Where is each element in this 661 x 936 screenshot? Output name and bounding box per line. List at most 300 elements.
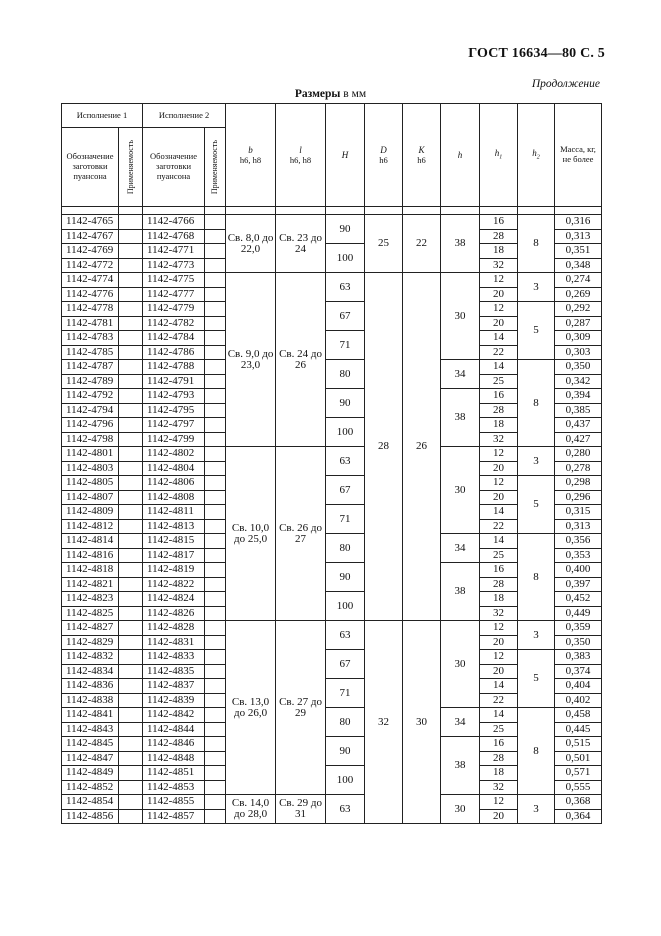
cell-h1: 12 bbox=[480, 273, 518, 288]
designation-v1: 1142-4841 bbox=[62, 708, 119, 723]
cell-h2: 5 bbox=[518, 302, 555, 360]
cell-h1: 20 bbox=[480, 664, 518, 679]
cell-mass: 0,356 bbox=[555, 534, 602, 549]
usage-v1 bbox=[119, 534, 143, 549]
cell-mass: 0,383 bbox=[555, 650, 602, 665]
designation-v2: 1142-4791 bbox=[143, 374, 205, 389]
cell-h1: 14 bbox=[480, 708, 518, 723]
usage-v2 bbox=[205, 766, 226, 781]
cell-mass: 0,555 bbox=[555, 780, 602, 795]
cell-mass: 0,402 bbox=[555, 693, 602, 708]
usage-v2 bbox=[205, 534, 226, 549]
cell-mass: 0,571 bbox=[555, 766, 602, 781]
cell-h1: 14 bbox=[480, 360, 518, 375]
spacer-cell bbox=[480, 207, 518, 215]
usage-v1 bbox=[119, 592, 143, 607]
header-usage-1-text: Применяемость bbox=[125, 139, 135, 195]
cell-H: 63 bbox=[326, 621, 365, 650]
usage-v2 bbox=[205, 563, 226, 578]
designation-v2: 1142-4811 bbox=[143, 505, 205, 520]
table-row bbox=[62, 215, 602, 230]
cell-mass: 0,397 bbox=[555, 577, 602, 592]
header-H-symbol: H bbox=[341, 149, 349, 160]
designation-v1: 1142-4845 bbox=[62, 737, 119, 752]
cell-h: 30 bbox=[441, 273, 480, 360]
cell-h2: 8 bbox=[518, 708, 555, 795]
cell-b: Св. 8,0 до 22,0 bbox=[226, 215, 276, 273]
designation-v1: 1142-4854 bbox=[62, 795, 119, 810]
designation-v2: 1142-4839 bbox=[143, 693, 205, 708]
cell-h2: 8 bbox=[518, 360, 555, 447]
header-h-symbol: h bbox=[457, 149, 463, 160]
cell-D: 28 bbox=[365, 273, 403, 621]
table-row bbox=[62, 476, 602, 491]
usage-v2 bbox=[205, 302, 226, 317]
page-header: ГОСТ 16634—80 С. 5 bbox=[468, 46, 605, 61]
usage-v2 bbox=[205, 780, 226, 795]
usage-v2 bbox=[205, 273, 226, 288]
designation-v2: 1142-4846 bbox=[143, 737, 205, 752]
cell-mass: 0,350 bbox=[555, 635, 602, 650]
header-K-symbol: K bbox=[418, 144, 425, 155]
cell-mass: 0,274 bbox=[555, 273, 602, 288]
table-row bbox=[62, 273, 602, 288]
usage-v1 bbox=[119, 258, 143, 273]
usage-v1 bbox=[119, 809, 143, 824]
usage-v1 bbox=[119, 418, 143, 433]
designation-v1: 1142-4816 bbox=[62, 548, 119, 563]
cell-h1: 12 bbox=[480, 302, 518, 317]
usage-v2 bbox=[205, 708, 226, 723]
designation-v2: 1142-4824 bbox=[143, 592, 205, 607]
cell-h1: 20 bbox=[480, 809, 518, 824]
usage-v2 bbox=[205, 505, 226, 520]
designation-v1: 1142-4765 bbox=[62, 215, 119, 230]
usage-v1 bbox=[119, 316, 143, 331]
designation-v2: 1142-4828 bbox=[143, 621, 205, 636]
cell-mass: 0,385 bbox=[555, 403, 602, 418]
cell-H: 63 bbox=[326, 795, 365, 824]
cell-mass: 0,404 bbox=[555, 679, 602, 694]
cell-h1: 16 bbox=[480, 215, 518, 230]
designation-v2: 1142-4786 bbox=[143, 345, 205, 360]
cell-mass: 0,298 bbox=[555, 476, 602, 491]
header-l-symbol: l bbox=[299, 144, 302, 155]
designation-v1: 1142-4789 bbox=[62, 374, 119, 389]
header-version-1: Исполнение 1 bbox=[62, 104, 143, 128]
usage-v1 bbox=[119, 244, 143, 259]
cell-h1: 28 bbox=[480, 229, 518, 244]
cell-h1: 12 bbox=[480, 650, 518, 665]
usage-v1 bbox=[119, 548, 143, 563]
usage-v1 bbox=[119, 215, 143, 230]
cell-h: 34 bbox=[441, 360, 480, 389]
spacer-cell bbox=[365, 207, 403, 215]
header-D-tolerance: h6 bbox=[379, 154, 388, 165]
usage-v1 bbox=[119, 389, 143, 404]
usage-v2 bbox=[205, 795, 226, 810]
usage-v2 bbox=[205, 693, 226, 708]
cell-h1: 22 bbox=[480, 345, 518, 360]
cell-l: Св. 29 до 31 bbox=[276, 795, 326, 824]
designation-v1: 1142-4794 bbox=[62, 403, 119, 418]
designation-v2: 1142-4831 bbox=[143, 635, 205, 650]
designation-v1: 1142-4772 bbox=[62, 258, 119, 273]
cell-h1: 14 bbox=[480, 331, 518, 346]
cell-h1: 14 bbox=[480, 679, 518, 694]
cell-h2: 3 bbox=[518, 273, 555, 302]
cell-h1: 18 bbox=[480, 244, 518, 259]
cell-h1: 20 bbox=[480, 287, 518, 302]
spacer-cell bbox=[205, 207, 226, 215]
cell-mass: 0,445 bbox=[555, 722, 602, 737]
usage-v1 bbox=[119, 679, 143, 694]
usage-v1 bbox=[119, 461, 143, 476]
usage-v2 bbox=[205, 447, 226, 462]
cell-H: 100 bbox=[326, 592, 365, 621]
cell-h: 34 bbox=[441, 708, 480, 737]
usage-v2 bbox=[205, 403, 226, 418]
usage-v2 bbox=[205, 490, 226, 505]
cell-mass: 0,296 bbox=[555, 490, 602, 505]
designation-v2: 1142-4837 bbox=[143, 679, 205, 694]
header-h bbox=[441, 104, 480, 207]
cell-h1: 25 bbox=[480, 548, 518, 563]
cell-H: 100 bbox=[326, 418, 365, 447]
designation-v2: 1142-4817 bbox=[143, 548, 205, 563]
designation-v2: 1142-4793 bbox=[143, 389, 205, 404]
cell-l: Св. 27 до 29 bbox=[276, 621, 326, 795]
usage-v1 bbox=[119, 229, 143, 244]
designation-v1: 1142-4847 bbox=[62, 751, 119, 766]
cell-mass: 0,368 bbox=[555, 795, 602, 810]
designation-v2: 1142-4842 bbox=[143, 708, 205, 723]
header-D-symbol: D bbox=[380, 144, 387, 155]
usage-v2 bbox=[205, 592, 226, 607]
table-body bbox=[62, 215, 602, 824]
usage-v1 bbox=[119, 476, 143, 491]
table-row bbox=[62, 302, 602, 317]
header-version-2: Исполнение 2 bbox=[143, 104, 226, 128]
designation-v1: 1142-4834 bbox=[62, 664, 119, 679]
designation-v2: 1142-4779 bbox=[143, 302, 205, 317]
cell-h2: 8 bbox=[518, 215, 555, 273]
designation-v1: 1142-4843 bbox=[62, 722, 119, 737]
cell-mass: 0,351 bbox=[555, 244, 602, 259]
cell-h2: 5 bbox=[518, 476, 555, 534]
cell-h2: 3 bbox=[518, 447, 555, 476]
cell-h1: 25 bbox=[480, 374, 518, 389]
cell-h2: 8 bbox=[518, 534, 555, 621]
cell-l: Св. 23 до 24 bbox=[276, 215, 326, 273]
usage-v2 bbox=[205, 577, 226, 592]
usage-v2 bbox=[205, 258, 226, 273]
designation-v1: 1142-4767 bbox=[62, 229, 119, 244]
usage-v1 bbox=[119, 403, 143, 418]
usage-v1 bbox=[119, 650, 143, 665]
cell-h1: 28 bbox=[480, 403, 518, 418]
cell-h1: 28 bbox=[480, 577, 518, 592]
designation-v1: 1142-4774 bbox=[62, 273, 119, 288]
cell-H: 71 bbox=[326, 505, 365, 534]
cell-D: 25 bbox=[365, 215, 403, 273]
cell-h2: 5 bbox=[518, 650, 555, 708]
header-D bbox=[365, 104, 403, 207]
designation-v1: 1142-4781 bbox=[62, 316, 119, 331]
designation-v2: 1142-4804 bbox=[143, 461, 205, 476]
usage-v2 bbox=[205, 418, 226, 433]
usage-v2 bbox=[205, 389, 226, 404]
usage-v2 bbox=[205, 679, 226, 694]
designation-v2: 1142-4775 bbox=[143, 273, 205, 288]
cell-H: 80 bbox=[326, 360, 365, 389]
usage-v2 bbox=[205, 360, 226, 375]
designation-v1: 1142-4785 bbox=[62, 345, 119, 360]
designation-v2: 1142-4857 bbox=[143, 809, 205, 824]
designation-v1: 1142-4823 bbox=[62, 592, 119, 607]
designation-v2: 1142-4826 bbox=[143, 606, 205, 621]
continuation-label: Продолжение bbox=[531, 78, 600, 90]
spacer-cell bbox=[441, 207, 480, 215]
spacer-cell bbox=[555, 207, 602, 215]
cell-H: 71 bbox=[326, 331, 365, 360]
designation-v2: 1142-4855 bbox=[143, 795, 205, 810]
usage-v1 bbox=[119, 708, 143, 723]
cell-mass: 0,515 bbox=[555, 737, 602, 752]
cell-l: Св. 24 до 26 bbox=[276, 273, 326, 447]
cell-H: 100 bbox=[326, 766, 365, 795]
header-usage-2 bbox=[205, 128, 226, 207]
cell-H: 90 bbox=[326, 215, 365, 244]
cell-h1: 25 bbox=[480, 722, 518, 737]
cell-mass: 0,278 bbox=[555, 461, 602, 476]
cell-h1: 14 bbox=[480, 534, 518, 549]
designation-v1: 1142-4827 bbox=[62, 621, 119, 636]
cell-h1: 28 bbox=[480, 751, 518, 766]
usage-v1 bbox=[119, 766, 143, 781]
designation-v1: 1142-4852 bbox=[62, 780, 119, 795]
designation-v1: 1142-4838 bbox=[62, 693, 119, 708]
designation-v1: 1142-4832 bbox=[62, 650, 119, 665]
usage-v2 bbox=[205, 751, 226, 766]
spacer-cell bbox=[62, 207, 119, 215]
designation-v1: 1142-4836 bbox=[62, 679, 119, 694]
header-spacer-row bbox=[62, 207, 602, 215]
caption-units: в мм bbox=[340, 88, 367, 100]
usage-v1 bbox=[119, 287, 143, 302]
usage-v2 bbox=[205, 548, 226, 563]
designation-v2: 1142-4853 bbox=[143, 780, 205, 795]
cell-mass: 0,458 bbox=[555, 708, 602, 723]
usage-v1 bbox=[119, 374, 143, 389]
cell-l: Св. 26 до 27 bbox=[276, 447, 326, 621]
cell-h1: 16 bbox=[480, 389, 518, 404]
cell-b: Св. 14,0 до 28,0 bbox=[226, 795, 276, 824]
cell-h1: 32 bbox=[480, 606, 518, 621]
cell-mass: 0,364 bbox=[555, 809, 602, 824]
usage-v1 bbox=[119, 693, 143, 708]
designation-v2: 1142-4808 bbox=[143, 490, 205, 505]
usage-v2 bbox=[205, 229, 226, 244]
usage-v1 bbox=[119, 345, 143, 360]
cell-h1: 18 bbox=[480, 592, 518, 607]
designation-v2: 1142-4802 bbox=[143, 447, 205, 462]
header-K bbox=[403, 104, 441, 207]
usage-v2 bbox=[205, 316, 226, 331]
cell-mass: 0,437 bbox=[555, 418, 602, 433]
dimensions-table bbox=[61, 103, 602, 824]
table-row bbox=[62, 621, 602, 636]
cell-H: 80 bbox=[326, 534, 365, 563]
cell-mass: 0,427 bbox=[555, 432, 602, 447]
usage-v2 bbox=[205, 331, 226, 346]
cell-H: 90 bbox=[326, 563, 365, 592]
table-row bbox=[62, 708, 602, 723]
spacer-cell bbox=[326, 207, 365, 215]
designation-v2: 1142-4771 bbox=[143, 244, 205, 259]
designation-v1: 1142-4849 bbox=[62, 766, 119, 781]
table-row bbox=[62, 534, 602, 549]
cell-h1: 14 bbox=[480, 505, 518, 520]
designation-v2: 1142-4784 bbox=[143, 331, 205, 346]
designation-v1: 1142-4829 bbox=[62, 635, 119, 650]
cell-h: 38 bbox=[441, 215, 480, 273]
cell-h1: 18 bbox=[480, 766, 518, 781]
designation-v2: 1142-4822 bbox=[143, 577, 205, 592]
header-l-tolerance: h6, h8 bbox=[289, 154, 312, 165]
designation-v2: 1142-4833 bbox=[143, 650, 205, 665]
cell-mass: 0,316 bbox=[555, 215, 602, 230]
table-row bbox=[62, 650, 602, 665]
header-h2 bbox=[518, 104, 555, 207]
cell-mass: 0,449 bbox=[555, 606, 602, 621]
usage-v1 bbox=[119, 563, 143, 578]
designation-v1: 1142-4812 bbox=[62, 519, 119, 534]
cell-mass: 0,292 bbox=[555, 302, 602, 317]
cell-K: 30 bbox=[403, 621, 441, 824]
usage-v2 bbox=[205, 244, 226, 259]
cell-h: 30 bbox=[441, 795, 480, 824]
usage-v1 bbox=[119, 621, 143, 636]
designation-v2: 1142-4813 bbox=[143, 519, 205, 534]
header-h2-subscript: 2 bbox=[536, 154, 540, 161]
designation-v2: 1142-4766 bbox=[143, 215, 205, 230]
cell-h1: 32 bbox=[480, 780, 518, 795]
header-b-symbol: b bbox=[248, 144, 253, 155]
header-K-tolerance: h6 bbox=[417, 154, 426, 165]
spacer-cell bbox=[518, 207, 555, 215]
header-usage-1 bbox=[119, 128, 143, 207]
designation-v2: 1142-4768 bbox=[143, 229, 205, 244]
cell-h1: 20 bbox=[480, 490, 518, 505]
designation-v2: 1142-4848 bbox=[143, 751, 205, 766]
cell-mass: 0,353 bbox=[555, 548, 602, 563]
header-b bbox=[226, 104, 276, 207]
cell-h1: 22 bbox=[480, 519, 518, 534]
header-h1-subscript: 1 bbox=[499, 154, 503, 161]
usage-v2 bbox=[205, 476, 226, 491]
header-h1-symbol: h bbox=[494, 148, 500, 159]
cell-H: 90 bbox=[326, 737, 365, 766]
usage-v1 bbox=[119, 360, 143, 375]
cell-h1: 12 bbox=[480, 476, 518, 491]
cell-H: 71 bbox=[326, 679, 365, 708]
cell-h1: 20 bbox=[480, 635, 518, 650]
usage-v2 bbox=[205, 461, 226, 476]
header-b-tolerance: h6, h8 bbox=[239, 154, 262, 165]
designation-v1: 1142-4778 bbox=[62, 302, 119, 317]
table-row bbox=[62, 795, 602, 810]
cell-h2: 3 bbox=[518, 621, 555, 650]
cell-K: 22 bbox=[403, 215, 441, 273]
header-designation-2: Обозначение заготовки пуансона bbox=[143, 128, 205, 207]
cell-h1: 12 bbox=[480, 621, 518, 636]
designation-v2: 1142-4806 bbox=[143, 476, 205, 491]
usage-v1 bbox=[119, 302, 143, 317]
usage-v2 bbox=[205, 287, 226, 302]
cell-H: 63 bbox=[326, 447, 365, 476]
designation-v1: 1142-4798 bbox=[62, 432, 119, 447]
cell-h1: 18 bbox=[480, 418, 518, 433]
cell-h1: 32 bbox=[480, 258, 518, 273]
cell-h1: 12 bbox=[480, 795, 518, 810]
cell-mass: 0,348 bbox=[555, 258, 602, 273]
designation-v2: 1142-4799 bbox=[143, 432, 205, 447]
cell-mass: 0,303 bbox=[555, 345, 602, 360]
designation-v1: 1142-4792 bbox=[62, 389, 119, 404]
usage-v1 bbox=[119, 432, 143, 447]
designation-v1: 1142-4787 bbox=[62, 360, 119, 375]
cell-b: Св. 10,0 до 25,0 bbox=[226, 447, 276, 621]
usage-v2 bbox=[205, 722, 226, 737]
cell-mass: 0,452 bbox=[555, 592, 602, 607]
usage-v2 bbox=[205, 606, 226, 621]
cell-mass: 0,309 bbox=[555, 331, 602, 346]
cell-H: 80 bbox=[326, 708, 365, 737]
designation-v1: 1142-4807 bbox=[62, 490, 119, 505]
header-usage-2-text: Применяемость bbox=[210, 139, 220, 195]
cell-b: Св. 13,0 до 26,0 bbox=[226, 621, 276, 795]
caption-bold: Размеры bbox=[294, 88, 341, 100]
designation-v2: 1142-4844 bbox=[143, 722, 205, 737]
designation-v1: 1142-4814 bbox=[62, 534, 119, 549]
designation-v1: 1142-4801 bbox=[62, 447, 119, 462]
usage-v1 bbox=[119, 447, 143, 462]
usage-v2 bbox=[205, 519, 226, 534]
usage-v1 bbox=[119, 490, 143, 505]
cell-h1: 20 bbox=[480, 316, 518, 331]
designation-v2: 1142-4815 bbox=[143, 534, 205, 549]
cell-h1: 12 bbox=[480, 447, 518, 462]
usage-v1 bbox=[119, 780, 143, 795]
table-row bbox=[62, 447, 602, 462]
cell-D: 32 bbox=[365, 621, 403, 824]
header-mass: Масса, кг, не более bbox=[555, 104, 602, 207]
designation-v2: 1142-4782 bbox=[143, 316, 205, 331]
designation-v1: 1142-4856 bbox=[62, 809, 119, 824]
spacer-cell bbox=[403, 207, 441, 215]
designation-v1: 1142-4821 bbox=[62, 577, 119, 592]
designation-v2: 1142-4835 bbox=[143, 664, 205, 679]
table-row bbox=[62, 360, 602, 375]
usage-v1 bbox=[119, 635, 143, 650]
cell-mass: 0,350 bbox=[555, 360, 602, 375]
usage-v2 bbox=[205, 374, 226, 389]
designation-v2: 1142-4773 bbox=[143, 258, 205, 273]
designation-v2: 1142-4819 bbox=[143, 563, 205, 578]
cell-h1: 16 bbox=[480, 737, 518, 752]
cell-mass: 0,313 bbox=[555, 519, 602, 534]
